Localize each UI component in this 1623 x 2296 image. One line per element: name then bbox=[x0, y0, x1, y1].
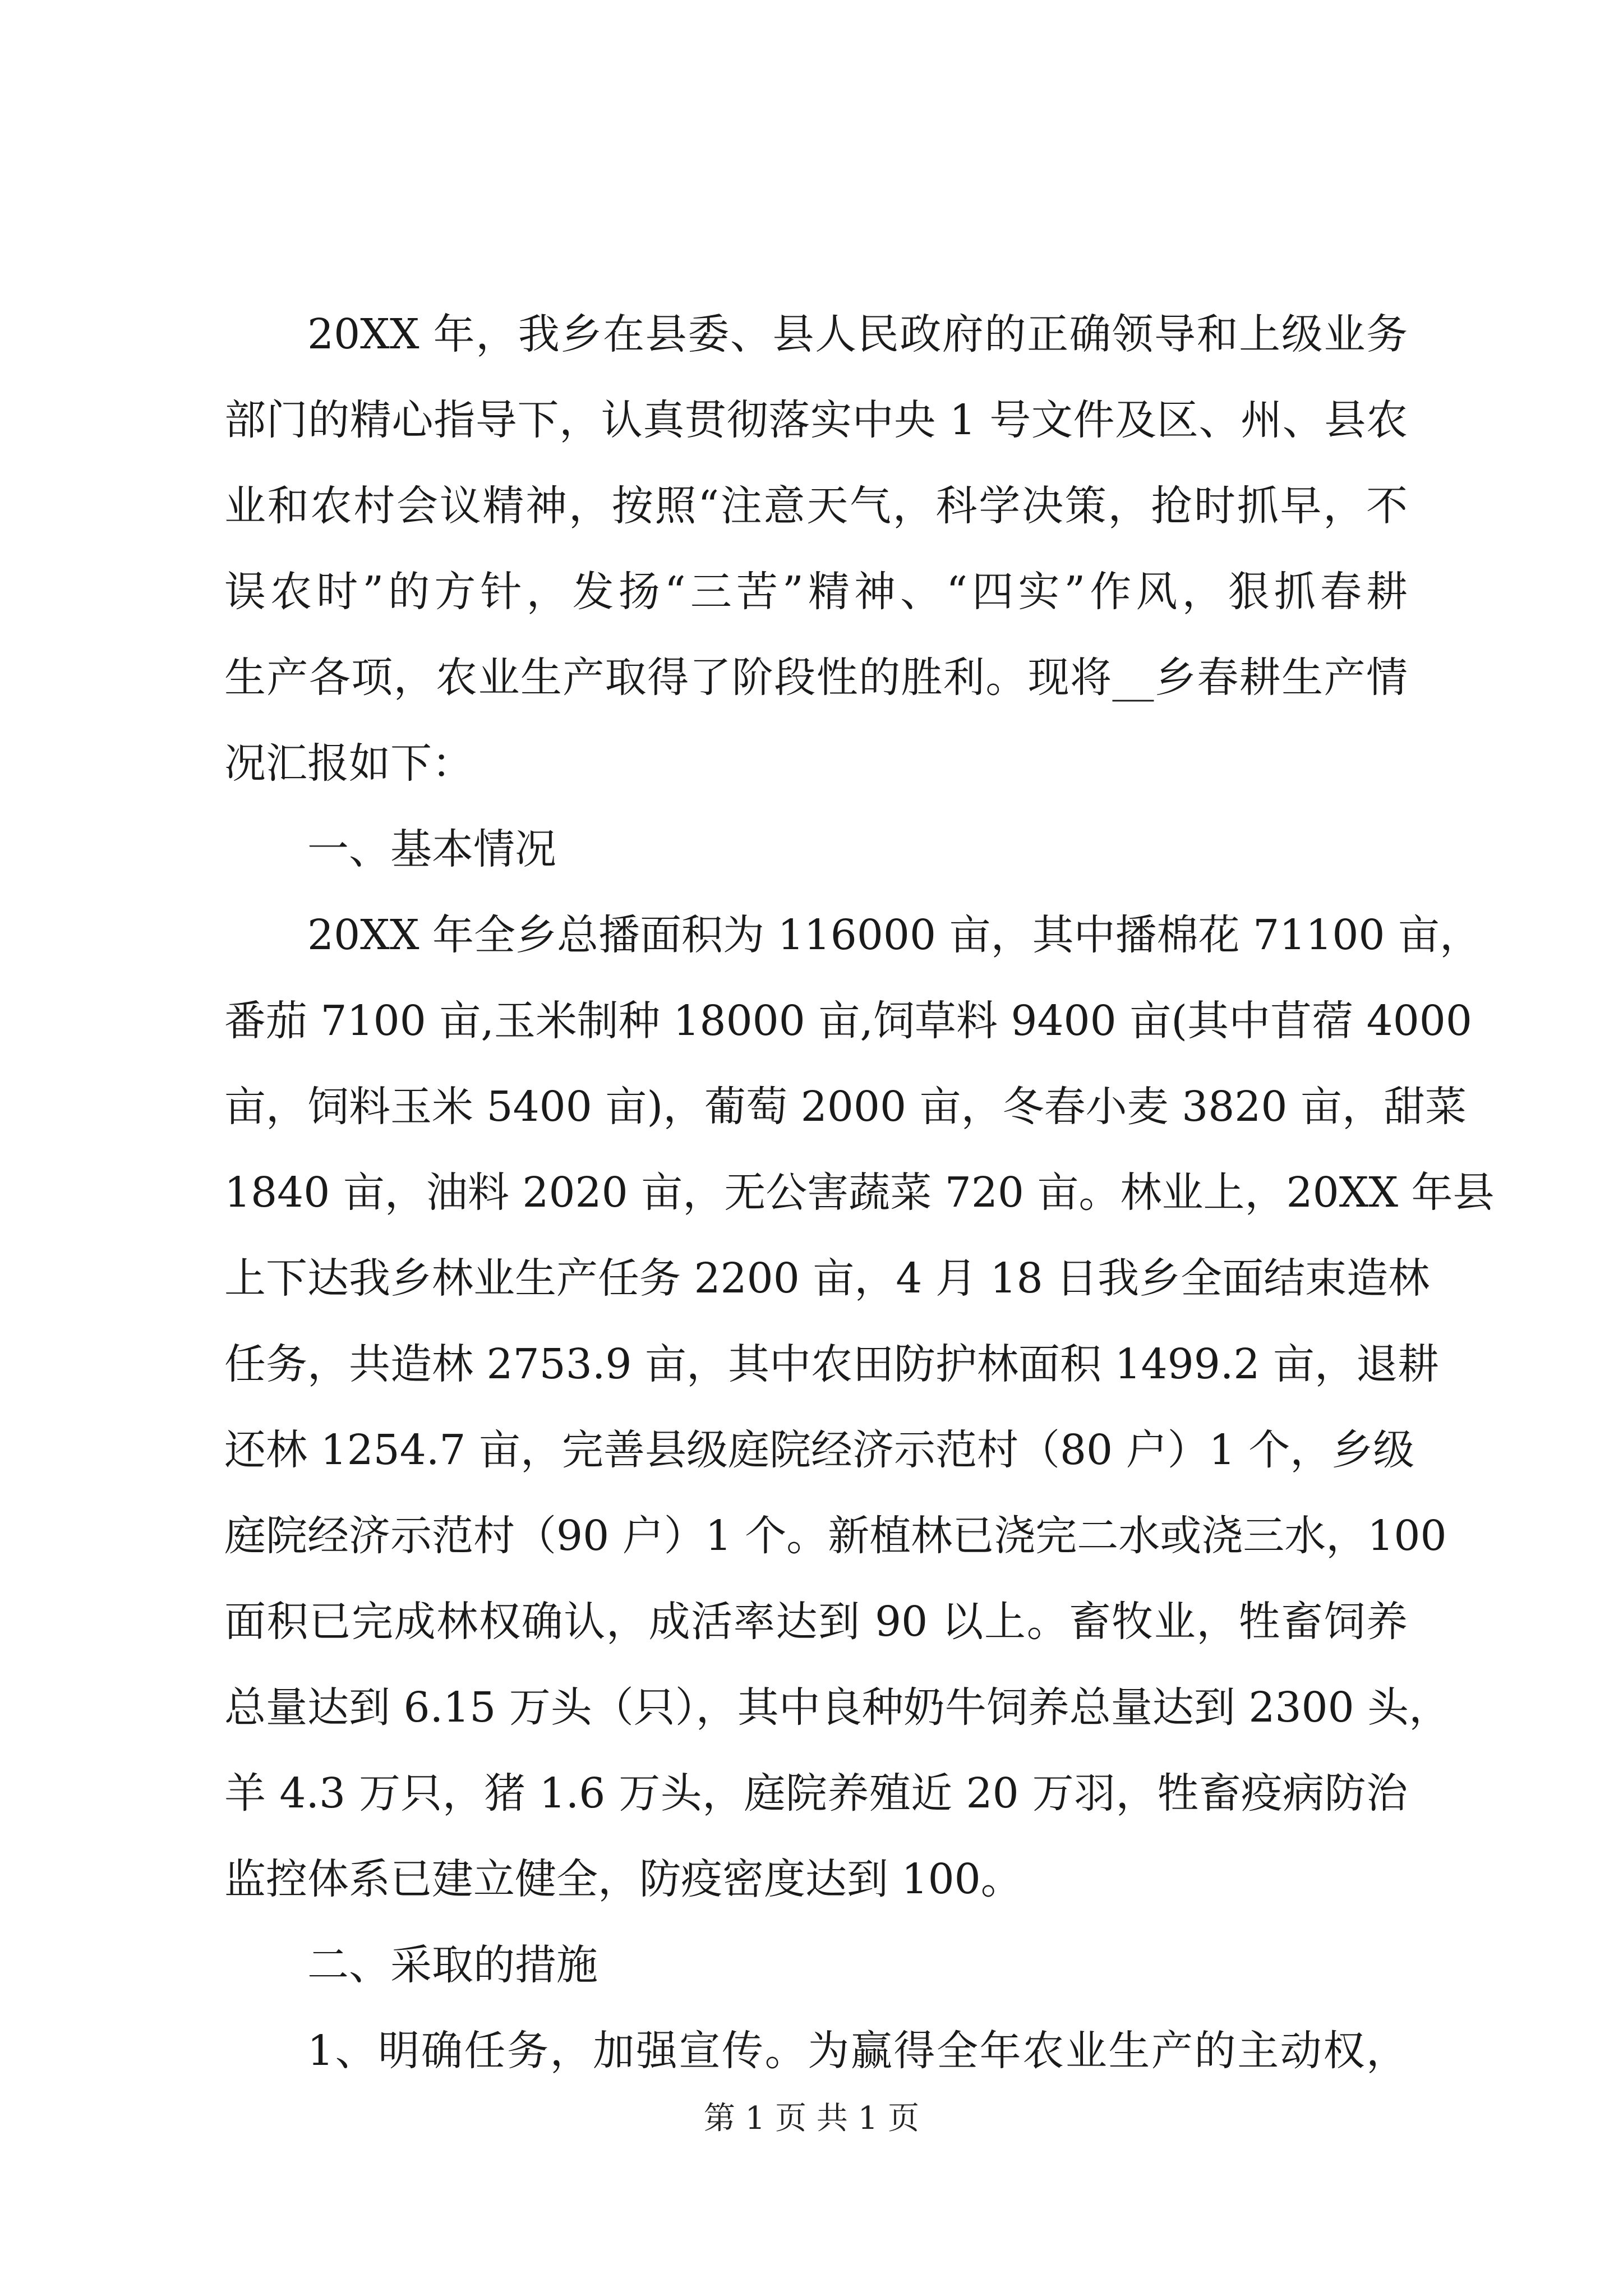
paragraph-line: 生产各项，农业生产取得了阶段性的胜利。现将__乡春耕生产情 bbox=[224, 654, 1408, 702]
paragraph-line: 1、明确任务，加强宣传。为赢得全年农业生产的主动权， bbox=[307, 2027, 1408, 2075]
paragraph-line: 总量达到 6.15 万头（只），其中良种奶牛饲养总量达到 2300 头， bbox=[224, 1683, 1451, 1732]
paragraph-line: 20XX 年，我乡在县委、县人民政府的正确领导和上级业务 bbox=[307, 310, 1408, 358]
paragraph-line: 番茄 7100 亩,玉米制种 18000 亩,饲草料 9400 亩(其中苜蓿 4000 bbox=[224, 997, 1472, 1045]
paragraph-line: 1840 亩，油料 2020 亩，无公害蔬菜 720 亩。林业上，20XX 年县 bbox=[224, 1168, 1495, 1217]
paragraph-line: 部门的精心指导下，认真贯彻落实中央 1 号文件及区、州、县农 bbox=[224, 396, 1408, 444]
document-body bbox=[224, 292, 1495, 2094]
paragraph-line: 上下达我乡林业生产任务 2200 亩，4 月 18 日我乡全面结束造林 bbox=[224, 1254, 1430, 1303]
paragraph-line: 面积已完成林权确认，成活率达到 90 以上。畜牧业，牲畜饲养 bbox=[224, 1598, 1408, 1646]
paragraph-line: 业和农村会议精神，按照“注意天气，科学决策，抢时抓早，不 bbox=[224, 482, 1408, 530]
page-footer: 第 1 页 共 1 页 bbox=[703, 2100, 920, 2137]
section-heading: 二、采取的措施 bbox=[307, 1941, 598, 1989]
paragraph-line: 还林 1254.7 亩，完善县级庭院经济示范村（80 户）1 个，乡级 bbox=[224, 1426, 1415, 1474]
paragraph-line: 况汇报如下： bbox=[224, 739, 473, 788]
paragraph-line: 20XX 年全乡总播面积为 116000 亩，其中播棉花 71100 亩， bbox=[307, 911, 1482, 959]
paragraph-line: 亩，饲料玉米 5400 亩)，葡萄 2000 亩，冬春小麦 3820 亩，甜菜 bbox=[224, 1083, 1467, 1131]
paragraph-line: 监控体系已建立健全，防疫密度达到 100。 bbox=[224, 1855, 1022, 1903]
section-heading: 一、基本情况 bbox=[307, 825, 556, 873]
paragraph-line: 误农时”的方针，发扬“三苦”精神、“四实”作风，狠抓春耕 bbox=[224, 568, 1408, 616]
paragraph-line: 庭院经济示范村（90 户）1 个。新植林已浇完二水或浇三水，100 bbox=[224, 1512, 1447, 1560]
paragraph-line: 羊 4.3 万只，猪 1.6 万头，庭院养殖近 20 万羽，牲畜疫病防治 bbox=[224, 1769, 1408, 1818]
paragraph-line: 任务，共造林 2753.9 亩，其中农田防护林面积 1499.2 亩，退耕 bbox=[224, 1340, 1439, 1388]
